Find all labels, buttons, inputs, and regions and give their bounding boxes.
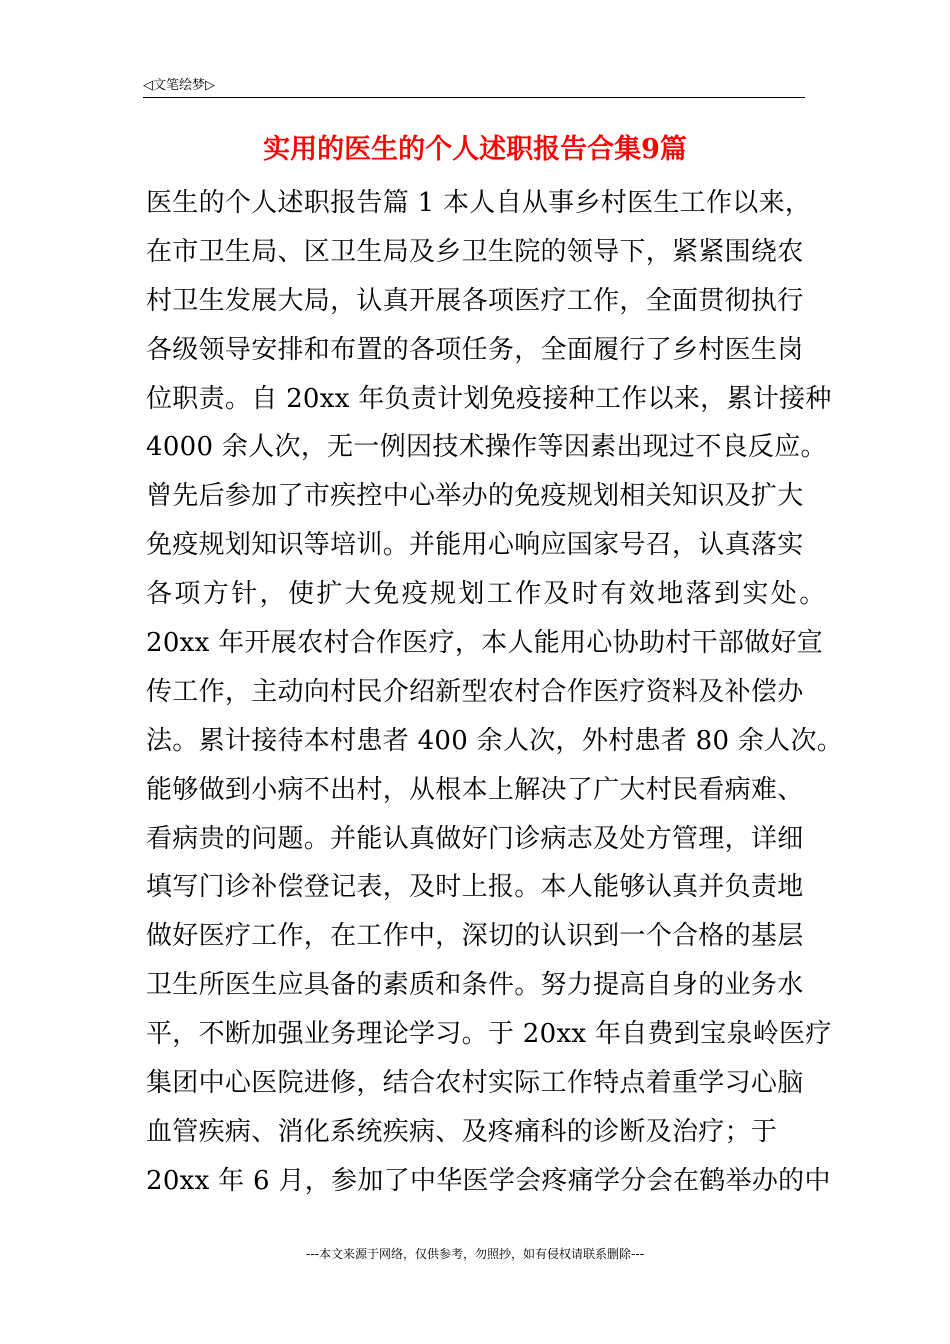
body-line: 免疫规划知识等培训。并能用心响应国家号召，认真落实: [146, 530, 804, 561]
body-line: 血管疾病、消化系统疾病、及疼痛科的诊断及治疗；于: [146, 1116, 778, 1147]
body-line: 填写门诊补偿登记表，及时上报。本人能够认真并负责地: [146, 872, 804, 903]
body-line: 能够做到小病不出村，从根本上解决了广大村民看病难、: [146, 774, 804, 805]
body-line: 各项方针，使扩大免疫规划工作及时有效地落到实处。: [146, 579, 828, 610]
body-line: 做好医疗工作，在工作中，深切的认识到一个合格的基层: [146, 921, 804, 952]
body-line: 位职责。自 20xx 年负责计划免疫接种工作以来，累计接种: [146, 383, 832, 414]
body-line: 各级领导安排和布置的各项任务，全面履行了乡村医生岗: [146, 334, 804, 365]
body-line: 法。累计接待本村患者 400 余人次，外村患者 80 余人次。: [146, 725, 844, 756]
header-divider: [143, 97, 805, 98]
footer-disclaimer: ---本文来源于网络，仅供参考，勿照抄，如有侵权请联系删除---: [306, 1247, 644, 1261]
document-title: 实用的医生的个人述职报告合集9篇: [263, 134, 687, 165]
body-line: 村卫生发展大局，认真开展各项医疗工作，全面贯彻执行: [146, 285, 804, 316]
body-line: 看病贵的问题。并能认真做好门诊病志及处方管理，详细: [146, 823, 804, 854]
body-line: 4000 余人次，无一例因技术操作等因素出现过不良反应。: [146, 432, 827, 463]
body-line: 20xx 年开展农村合作医疗，本人能用心协助村干部做好宣: [146, 628, 824, 659]
body-line: 20xx 年 6 月，参加了中华医学会疼痛学分会在鹤举办的中: [146, 1165, 831, 1196]
body-line: 医生的个人述职报告篇 1 本人自从事乡村医生工作以来，: [146, 188, 812, 218]
header-label: ◁文笔绘梦▷: [143, 78, 215, 93]
body-line: 卫生所医生应具备的素质和条件。努力提高自身的业务水: [146, 970, 804, 1001]
body-line: 曾先后参加了市疾控中心举办的免疫规划相关知识及扩大: [146, 481, 804, 512]
body-line: 集团中心医院进修，结合农村实际工作特点着重学习心脑: [146, 1068, 804, 1099]
body-line: 传工作，主动向村民介绍新型农村合作医疗资料及补偿办: [146, 676, 804, 707]
document-body: [146, 179, 844, 1206]
body-line: 在市卫生局、区卫生局及乡卫生院的领导下，紧紧围绕农: [146, 236, 804, 267]
body-line: 平，不断加强业务理论学习。于 20xx 年自费到宝泉岭医疗: [146, 1019, 832, 1050]
